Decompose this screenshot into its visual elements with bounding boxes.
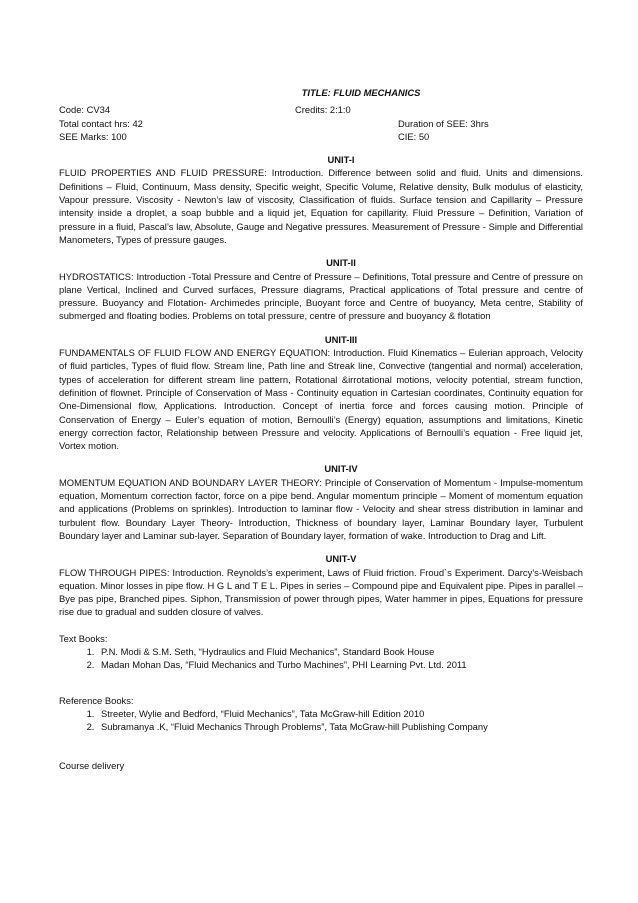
unit-5-body: FLOW THROUGH PIPES: Introduction. Reynolds’s experiment, Laws of Fluid friction. Froud`s Experiment. Darcy’s-Weisbach equation. Minor losses in pipe flow. H G L and T E L. Pipes in series – Compound pipe and Equivalent pipe. Pipes in parallel – Bye pas pipe, Branched pipes. Siphon, Transmission of power through pipes, Water hammer in pipes, Equations for pressure rise due to gradual and sudden closure of valves. xyxy=(59,566,583,618)
unit-2-heading: UNIT-II xyxy=(326,257,356,269)
unit-3-body: FUNDAMENTALS OF FLUID FLOW AND ENERGY EQUATION: Introduction. Fluid Kinematics – Eulerian approach, Velocity of fluid particles, Types of fluid flow. Stream line, Path line and Streak line, Convective (tangential and normal) acceleration, types of acceleration for different stream line pattern, Rotational &irrotational motions, velocity potential, stream function, definition of flownet. Principle of Conservation of Mass - Continuity equation in Cartesian coordinates, Continuity equation for One-Dimensional flow, Applications. Introduction. Concept of inertia force and forces causing motion. Principle of Conservation of Energy – Euler’s equation of motion, Bernoulli’s (Energy) equation, assumptions and limitations, Kinetic energy correction factor, Relationship between Pressure and velocity. Applications of Bernoulli’s equation - Free liquid jet, Vortex motion. xyxy=(59,347,583,452)
meta-row-2 xyxy=(59,117,583,130)
unit-1-body: FLUID PROPERTIES AND FLUID PRESSURE: Introduction. Difference between solid and fluid. Units and dimensions. Definitions – Fluid, Continuum, Mass density, Specific weight, Specific Volume, Relative density, Bulk modulus of elasticity, Vapour pressure. Viscosity - Newton’s law of viscosity, Classification of fluids. Surface tension and Capillarity – Pressure intensity inside a droplet, a soap bubble and a liquid jet, Equation for capillarity. Fluid Pressure – Definition, Variation of pressure in a fluid, Pascal’s law, Absolute, Gauge and Negative pressures. Measurement of Pressure - Simple and Differential Manometers, Types of pressure gauges. xyxy=(59,167,583,245)
course-code: Code: CV34 xyxy=(59,104,111,116)
meta-row-3 xyxy=(59,130,583,143)
credits: Credits: 2:1:0 xyxy=(295,104,351,116)
unit-4-heading: UNIT-IV xyxy=(324,463,358,475)
text-books-list xyxy=(59,645,583,672)
unit-3-heading: UNIT-III xyxy=(324,333,358,345)
reference-books-list xyxy=(59,707,583,734)
unit-4-body: MOMENTUM EQUATION AND BOUNDARY LAYER THEORY: Principle of Conservation of Momentum - Impulse-momentum equation, Momentum correction factor, force on a pipe bend. Angular momentum principle – Moment of momentum equation and applications (Problems on sprinkles). Introduction to laminar flow - Velocity and shear stress distribution in laminar and turbulent flow. Boundary Layer Theory- Introduction, Thickness of boundary layer, Laminar Boundary layer, Turbulent Boundary layer and Laminar sub-layer. Separation of Boundary layer, formation of wake. Introduction to Drag and Lift. xyxy=(59,476,583,541)
syllabus-page xyxy=(59,86,583,773)
meta-row-1 xyxy=(59,103,583,116)
list-item: 1. Streeter, Wylie and Bedford, “Fluid Mechanics”, Tata McGraw-hill Edition 2010 xyxy=(97,707,583,720)
page-title: TITLE: FLUID MECHANICS xyxy=(301,87,421,98)
unit-2-body: HYDROSTATICS: Introduction -Total Pressure and Centre of Pressure – Definitions, Total pressure and Centre of pressure on plane Vertical, Inclined and Curved surfaces, Pressure diagrams, Practical applications of Total pressure and centre of pressure. Buoyancy and Flotation- Archimedes principle, Buoyant force and Centre of buoyancy, Meta centre, Stability of submerged and floating bodies. Problems on total pressure, centre of pressure and buoyancy & flotation xyxy=(59,270,583,322)
see-duration: Duration of SEE: 3hrs xyxy=(398,117,489,129)
list-item: 2. Madan Mohan Das, “Fluid Mechanics and Turbo Machines”, PHI Learning Pvt. Ltd. 2011 xyxy=(97,658,583,671)
unit-5-heading: UNIT-V xyxy=(325,553,357,565)
contact-hours: Total contact hrs: 42 xyxy=(59,117,143,129)
list-item: 1. P.N. Modi & S.M. Seth, “Hydraulics and Fluid Mechanics”, Standard Book House xyxy=(97,645,583,658)
list-item: 2. Subramanya .K, “Fluid Mechanics Through Problems”, Tata McGraw-hill Publishing Company xyxy=(97,720,583,733)
text-books-label: Text Books: xyxy=(59,632,108,644)
course-delivery-label: Course delivery xyxy=(59,760,125,772)
reference-books-label: Reference Books: xyxy=(59,694,134,706)
cie-marks: CIE: 50 xyxy=(398,130,430,142)
unit-1-heading: UNIT-I xyxy=(327,154,355,166)
see-marks: SEE Marks: 100 xyxy=(59,130,127,142)
